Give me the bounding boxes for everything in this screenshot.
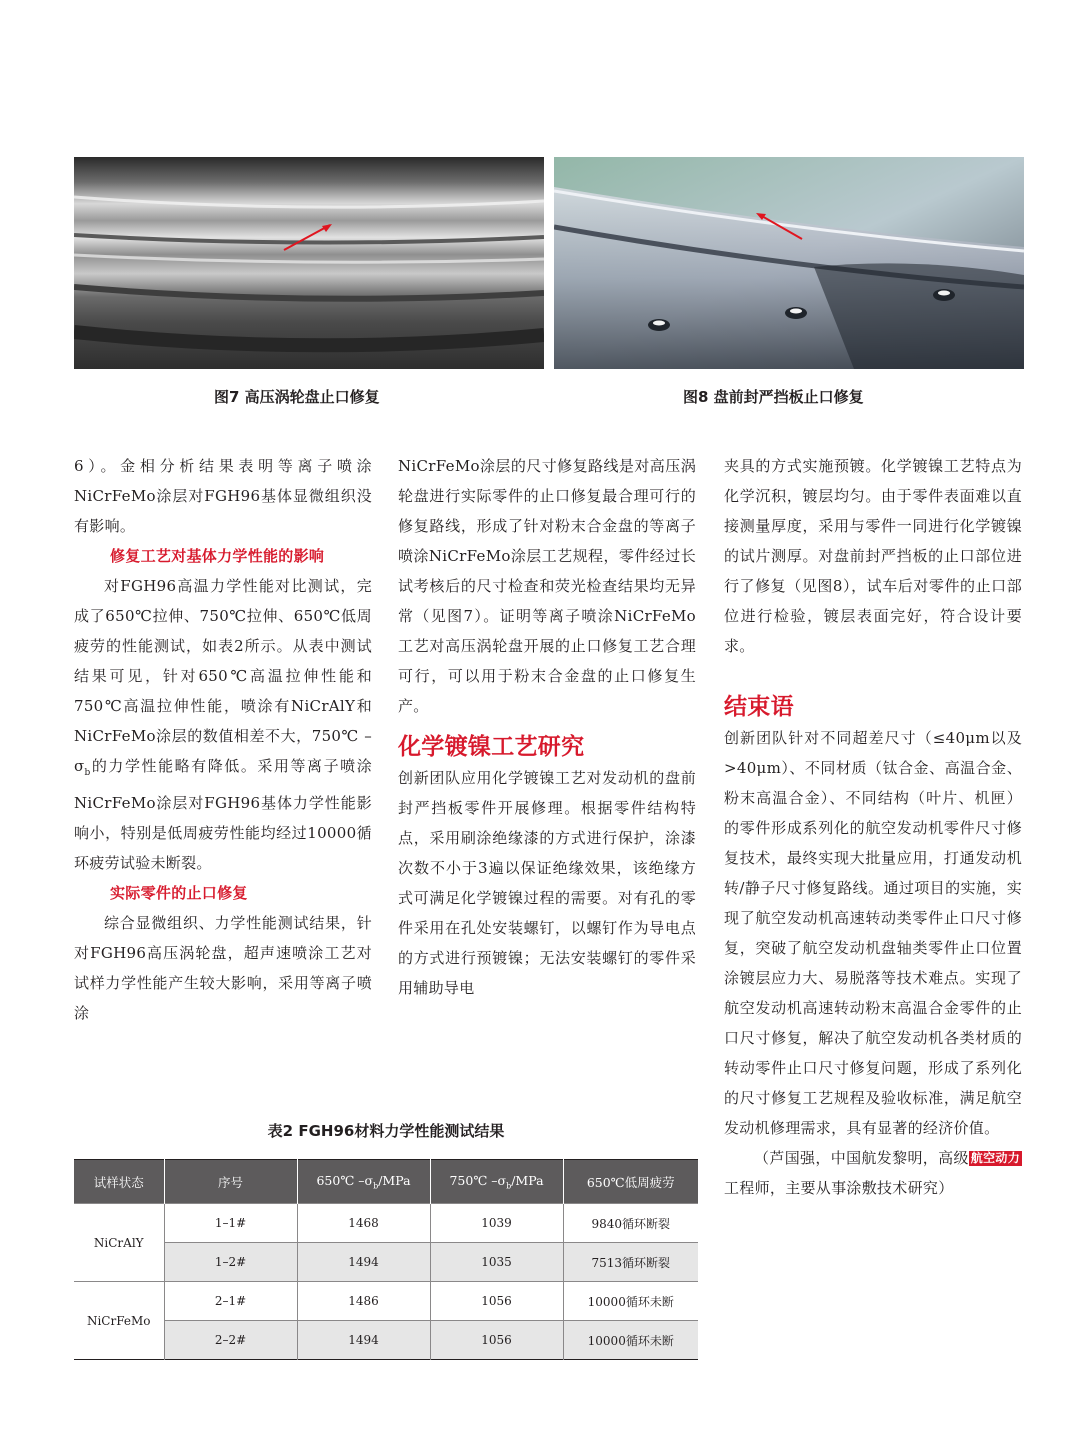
group-cell: NiCrFeMo (74, 1282, 164, 1360)
header-text: 650℃ –σ (316, 1172, 374, 1188)
subscript: b (506, 1181, 512, 1191)
paragraph: 创新团队应用化学镀镍工艺对发动机的盘前封严挡板零件开展修理。根据零件结构特点，采用刷涂绝缘漆的方式进行保护，涂漆次数不小于3遍以保证绝缘效果，该绝缘方式可满足化学镀镍过程的需要。对有孔的零件采用在孔处安装螺钉，以螺钉作为导电点的方式进行预镀镍；无法安装螺钉的零件采用辅助导电 (398, 769, 696, 997)
table-cell: 2–2# (164, 1321, 297, 1360)
paragraph-text: 对FGH96高温力学性能对比测试，完成了650℃拉伸、750℃拉伸、650℃低周疲劳的性能测试，如表2所示。从表中测试结果可见，针对650℃高温拉伸性能和750℃高温拉伸性能，喷涂有NiCrAlY和NiCrFeMo涂层的数值相差不大，750℃ –σ (74, 577, 372, 775)
table-cell: 9840循环断裂 (563, 1204, 698, 1243)
table-cell: 1035 (430, 1243, 563, 1282)
table-header-row (74, 1160, 698, 1204)
paragraph-text: 的力学性能略有降低。采用等离子喷涂NiCrFeMo涂层对FGH96基体力学性能影响小，特别是低周疲劳性能均经过10000循环疲劳试验未断裂。 (74, 757, 372, 872)
table-cell: 1486 (297, 1282, 430, 1321)
table-cell: 7513循环断裂 (563, 1243, 698, 1282)
table-cell: 1056 (430, 1282, 563, 1321)
table-cell: 10000循环未断 (563, 1282, 698, 1321)
table-row (74, 1321, 698, 1360)
text-column-1 (74, 451, 372, 1028)
figure-7-photo (74, 157, 544, 369)
table-cell: 1494 (297, 1243, 430, 1282)
group-cell: NiCrAlY (74, 1204, 164, 1282)
paragraph: 夹具的方式实施预镀。化学镀镍工艺特点为化学沉积，镀层均匀。由于零件表面难以直接测量厚度，采用与零件一同进行化学镀镍的试片测厚。对盘前封严挡板的止口部位进行了修复（见图8），试车后对零件的止口部位进行检验，镀层表面完好，符合设计要求。 (724, 457, 1022, 655)
table-row (74, 1243, 698, 1282)
header-cell: 试样状态 (74, 1160, 164, 1204)
table-row (74, 1204, 698, 1243)
header-cell (297, 1160, 430, 1204)
paragraph-text: 创新团队针对不同超差尺寸（≤40μm以及>40μm）、不同材质（钛合金、高温合金、粉末高温合金）、不同结构（叶片、机匣）的零件形成系列化的航空发动机零件尺寸修复技术，最终实现大批量应用，打通发动机转/静子尺寸修复路线。通过项目的实施，实现了航空发动机高速转动类零件止口尺寸修复，突破了航空发动机盘轴类零件止口位置涂镀层应力大、易脱落等技术难点。实现了航空发动机高速转动粉末高温合金零件的止口尺寸修复，解决了航空发动机各类材质的转动零件止口尺寸修复问题，形成了系列化的尺寸修复工艺规程及验收标准，满足航空发动机修理需求，具有显著的经济价值。 (724, 729, 1022, 1137)
text-column-3 (724, 451, 1022, 1203)
subscript: b (84, 768, 91, 778)
table-cell: 2–1# (164, 1282, 297, 1321)
paragraph: 6）。金相分析结果表明等离子喷涂NiCrFeMo涂层对FGH96基体显微组织没有影响。 (74, 457, 372, 535)
header-text: /MPa (378, 1172, 411, 1188)
header-text: 750℃ –σ (449, 1172, 507, 1188)
figure-8-photo (554, 157, 1024, 369)
paragraph: NiCrFeMo涂层的尺寸修复路线是对高压涡轮盘进行实际零件的止口修复最合理可行的修复路线，形成了针对粉末合金盘的等离子喷涂NiCrFeMo涂层工艺规程，零件经过长试考核后的尺寸检查和荧光检查结果均无异常（见图7）。证明等离子喷涂NiCrFeMo工艺对高压涡轮盘开展的止口修复工艺合理可行，可以用于粉末合金盘的止口修复生产。 (398, 457, 696, 715)
paragraph (74, 571, 372, 878)
paragraph (724, 723, 1022, 1165)
section-heading: 结束语 (724, 694, 794, 720)
results-table (74, 1159, 698, 1360)
subheading: 修复工艺对基体力学性能的影响 (110, 547, 325, 565)
subscript: b (373, 1181, 379, 1191)
table-cell: 1468 (297, 1204, 430, 1243)
header-cell (430, 1160, 563, 1204)
table-row (74, 1282, 698, 1321)
section-heading: 化学镀镍工艺研究 (398, 734, 585, 760)
table-cell: 10000循环未断 (563, 1321, 698, 1360)
figure-8-caption: 图8 盘前封严挡板止口修复 (683, 388, 864, 406)
magazine-logo: 航空动力 (970, 1151, 1020, 1165)
table-cell: 1–1# (164, 1204, 297, 1243)
header-cell: 序号 (164, 1160, 297, 1204)
table-cell: 1494 (297, 1321, 430, 1360)
table-cell: 1039 (430, 1204, 563, 1243)
table-cell: 1–2# (164, 1243, 297, 1282)
text-column-2 (398, 451, 696, 1003)
table-cell: 1056 (430, 1321, 563, 1360)
paragraph: 综合显微组织、力学性能测试结果，针对FGH96高压涡轮盘，超声速喷涂工艺对试样力学性能产生较大影响，采用等离子喷涂 (74, 914, 372, 1022)
author-note: （芦国强，中国航发黎明，高级工程师，主要从事涂敷技术研究） (724, 1149, 969, 1197)
header-cell: 650℃低周疲劳 (563, 1160, 698, 1204)
subheading: 实际零件的止口修复 (110, 884, 248, 902)
header-text: /MPa (511, 1172, 544, 1188)
figure-7-caption: 图7 高压涡轮盘止口修复 (214, 388, 380, 406)
table-caption: 表2 FGH96材料力学性能测试结果 (267, 1122, 505, 1140)
